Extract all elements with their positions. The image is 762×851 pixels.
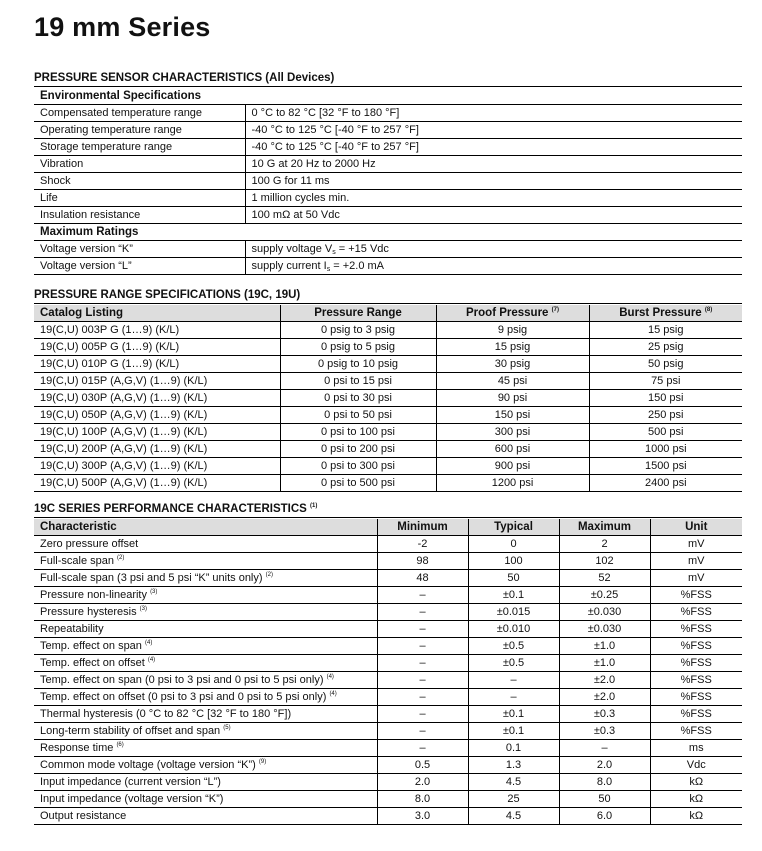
table-row xyxy=(34,689,742,706)
table-cell: 19(C,U) 100P (A,G,V) (1…9) (K/L) xyxy=(34,424,280,441)
footnote-ref: (4) xyxy=(329,691,337,697)
table-row xyxy=(34,424,742,441)
performance-heading xyxy=(34,503,317,515)
column-header: Unit xyxy=(650,519,742,536)
table-cell: 15 psig xyxy=(436,339,589,356)
footnote-ref: (6) xyxy=(116,742,124,748)
table-cell: 25 xyxy=(468,791,559,808)
table-cell: ±1.0 xyxy=(559,655,650,672)
table-cell: 900 psi xyxy=(436,458,589,475)
page-title: 19 mm Series xyxy=(34,12,211,42)
column-header: Minimum xyxy=(377,519,468,536)
environmental-specs-table xyxy=(34,88,742,275)
table-cell: 0.1 xyxy=(468,740,559,757)
table-cell: 90 psi xyxy=(436,390,589,407)
characteristic-cell xyxy=(34,587,377,604)
table-row xyxy=(34,740,742,757)
table-cell: kΩ xyxy=(689,810,704,822)
table-cell: 48 xyxy=(377,570,468,587)
table-cell: 50 xyxy=(559,791,650,808)
table-row xyxy=(34,587,742,604)
value-text: = +2.0 mA xyxy=(330,260,385,272)
group-header-row xyxy=(34,88,742,105)
table-cell: ±0.015 xyxy=(468,604,559,621)
characteristic-cell xyxy=(34,791,377,808)
characteristic-name: Input impedance (voltage version “K”) xyxy=(40,793,224,805)
table-cell: 0 psig to 3 psig xyxy=(280,322,436,339)
table-cell: 100 xyxy=(468,553,559,570)
table-cell: 0 psi to 500 psi xyxy=(280,475,436,492)
table-cell: 19(C,U) 030P (A,G,V) (1…9) (K/L) xyxy=(34,390,280,407)
table-cell: 15 psig xyxy=(648,324,684,336)
table-row xyxy=(34,706,742,723)
footnote-ref: (4) xyxy=(326,674,334,680)
footnote-ref: (5) xyxy=(223,725,231,731)
table-row xyxy=(34,122,742,139)
column-header-label: Pressure Range xyxy=(314,307,402,319)
spec-value: 100 G for 11 ms xyxy=(251,175,330,187)
table-cell: – xyxy=(377,604,468,621)
table-cell: ±0.1 xyxy=(468,706,559,723)
spec-value: 10 G at 20 Hz to 2000 Hz xyxy=(251,158,376,170)
spec-label: Storage temperature range xyxy=(34,139,245,156)
subscript: s xyxy=(326,266,331,273)
table-cell: ±0.1 xyxy=(468,723,559,740)
table-cell: 4.5 xyxy=(468,808,559,825)
characteristic-cell xyxy=(34,689,377,706)
table-cell: %FSS xyxy=(680,589,712,601)
table-cell: – xyxy=(377,740,468,757)
table-cell: 0 psi to 200 psi xyxy=(280,441,436,458)
table-header-row xyxy=(34,519,742,536)
spec-label: Voltage version “K” xyxy=(34,241,245,258)
table-cell: 25 psig xyxy=(648,341,684,353)
table-cell: 45 psi xyxy=(436,373,589,390)
spec-label: Life xyxy=(34,190,245,207)
footnote-ref: (3) xyxy=(139,606,147,612)
column-header-label: Burst Pressure xyxy=(619,307,702,319)
table-cell: -2 xyxy=(377,536,468,553)
characteristic-cell xyxy=(34,536,377,553)
table-cell: – xyxy=(377,723,468,740)
column-header xyxy=(589,305,742,322)
column-header xyxy=(280,305,436,322)
table-cell: ±0.030 xyxy=(559,621,650,638)
table-cell: ±0.030 xyxy=(559,604,650,621)
table-row xyxy=(34,173,742,190)
table-cell: 1500 psi xyxy=(644,460,687,472)
value-text: supply voltage V xyxy=(251,243,333,255)
footnote-ref: (4) xyxy=(147,657,156,663)
env-group-label: Environmental Specifications xyxy=(34,88,742,105)
characteristic-name: Zero pressure offset xyxy=(40,538,139,550)
table-cell: %FSS xyxy=(680,725,712,737)
section-divider xyxy=(34,517,742,518)
table-cell: 1200 psi xyxy=(436,475,589,492)
table-row xyxy=(34,604,742,621)
table-cell: kΩ xyxy=(689,776,704,788)
table-cell: 0 psig to 10 psig xyxy=(280,356,436,373)
table-cell: – xyxy=(377,655,468,672)
characteristic-cell xyxy=(34,570,377,587)
table-row xyxy=(34,441,742,458)
table-row xyxy=(34,621,742,638)
column-header: Maximum xyxy=(559,519,650,536)
table-row xyxy=(34,791,742,808)
characteristic-name: Pressure non-linearity xyxy=(40,589,147,601)
table-row xyxy=(34,570,742,587)
characteristic-cell xyxy=(34,638,377,655)
table-row xyxy=(34,808,742,825)
characteristic-cell xyxy=(34,672,377,689)
table-cell: ±1.0 xyxy=(559,638,650,655)
table-cell: 75 psi xyxy=(651,375,681,387)
table-cell: 500 psi xyxy=(648,426,684,438)
table-cell: 150 psi xyxy=(436,407,589,424)
table-row xyxy=(34,322,742,339)
section-divider xyxy=(34,303,742,304)
section-divider xyxy=(34,86,742,87)
characteristic-cell xyxy=(34,655,377,672)
table-cell: ±2.0 xyxy=(559,672,650,689)
table-cell: ±0.3 xyxy=(559,723,650,740)
table-cell: 30 psig xyxy=(436,356,589,373)
spec-value: -40 °C to 125 °C [-40 °F to 257 °F] xyxy=(251,124,419,136)
table-cell: 0 psi to 300 psi xyxy=(280,458,436,475)
table-cell: mV xyxy=(688,538,705,550)
characteristic-name: Full-scale span (3 psi and 5 psi “K” units only) xyxy=(40,572,263,584)
characteristic-name: Thermal hysteresis (0 °C to 82 °C [32 °F to 180 °F]) xyxy=(40,708,292,720)
characteristic-name: Temp. effect on span (0 psi to 3 psi and 0 psi to 5 psi only) xyxy=(40,674,324,686)
table-row xyxy=(34,356,742,373)
table-cell: 0 psi to 30 psi xyxy=(280,390,436,407)
characteristic-name: Common mode voltage (voltage version “K”) xyxy=(40,759,256,771)
table-row xyxy=(34,339,742,356)
table-cell: – xyxy=(468,672,559,689)
characteristic-name: Temp. effect on offset (0 psi to 3 psi and 0 psi to 5 psi only) xyxy=(40,691,327,703)
table-cell: ±0.3 xyxy=(559,706,650,723)
table-cell: 52 xyxy=(559,570,650,587)
footnote-ref: (4) xyxy=(144,640,153,646)
table-cell: 1000 psi xyxy=(644,443,687,455)
table-cell: %FSS xyxy=(680,708,712,720)
table-cell: 150 psi xyxy=(648,392,684,404)
table-cell: 0 psi to 100 psi xyxy=(280,424,436,441)
characteristic-cell xyxy=(34,740,377,757)
table-cell: mV xyxy=(688,555,705,567)
table-row xyxy=(34,190,742,207)
table-cell: ±0.5 xyxy=(468,638,559,655)
characteristic-cell xyxy=(34,604,377,621)
table-cell: 98 xyxy=(377,553,468,570)
characteristic-cell xyxy=(34,774,377,791)
spec-value xyxy=(245,258,742,275)
table-cell: %FSS xyxy=(680,606,712,618)
table-cell: 6.0 xyxy=(559,808,650,825)
spec-value: -40 °C to 125 °C [-40 °F to 257 °F] xyxy=(251,141,419,153)
pressure-range-heading: PRESSURE RANGE SPECIFICATIONS (19C, 19U) xyxy=(34,289,301,301)
table-row xyxy=(34,723,742,740)
spec-label: Compensated temperature range xyxy=(34,105,245,122)
table-row xyxy=(34,458,742,475)
spec-value: 0 °C to 82 °C [32 °F to 180 °F] xyxy=(251,107,400,119)
table-cell: – xyxy=(377,706,468,723)
characteristic-cell xyxy=(34,706,377,723)
table-cell: – xyxy=(377,638,468,655)
table-cell: ms xyxy=(688,742,704,754)
characteristic-cell xyxy=(34,757,377,774)
table-cell: ±2.0 xyxy=(559,689,650,706)
performance-heading-text: 19C SERIES PERFORMANCE CHARACTERISTICS xyxy=(34,503,307,515)
characteristic-cell xyxy=(34,723,377,740)
footnote-ref: (2) xyxy=(117,555,125,561)
table-cell: 19(C,U) 010P G (1…9) (K/L) xyxy=(34,356,280,373)
table-cell: 102 xyxy=(559,553,650,570)
table-cell: %FSS xyxy=(680,674,712,686)
table-cell: 19(C,U) 005P G (1…9) (K/L) xyxy=(34,339,280,356)
table-cell: 2 xyxy=(559,536,650,553)
spec-value xyxy=(245,241,742,258)
table-cell: 19(C,U) 015P (A,G,V) (1…9) (K/L) xyxy=(34,373,280,390)
characteristic-name: Input impedance (current version “L”) xyxy=(40,776,221,788)
table-row xyxy=(34,207,742,224)
table-cell: 50 psig xyxy=(648,358,684,370)
characteristic-cell xyxy=(34,808,377,825)
table-row xyxy=(34,258,742,275)
table-cell: ±0.5 xyxy=(468,655,559,672)
column-header xyxy=(34,305,280,322)
table-row xyxy=(34,156,742,173)
characteristic-name: Temp. effect on span xyxy=(40,640,142,652)
table-row xyxy=(34,672,742,689)
characteristic-name: Full-scale span xyxy=(40,555,114,567)
characteristic-cell xyxy=(34,621,377,638)
table-cell: ±0.010 xyxy=(468,621,559,638)
footnote-ref: (1) xyxy=(310,503,318,509)
table-cell: 1.3 xyxy=(468,757,559,774)
table-cell: 8.0 xyxy=(377,791,468,808)
table-row xyxy=(34,774,742,791)
table-row xyxy=(34,475,742,492)
table-row xyxy=(34,390,742,407)
max-group-label: Maximum Ratings xyxy=(34,224,742,241)
table-cell: %FSS xyxy=(680,657,712,669)
table-cell: – xyxy=(468,689,559,706)
characteristic-name: Response time xyxy=(40,742,114,754)
table-cell: 0 psig to 5 psig xyxy=(280,339,436,356)
characteristic-name: Output resistance xyxy=(40,810,127,822)
table-header-row xyxy=(34,305,742,322)
spec-label: Voltage version “L” xyxy=(34,258,245,275)
column-header: Characteristic xyxy=(34,519,377,536)
table-row xyxy=(34,553,742,570)
spec-value: 1 million cycles min. xyxy=(251,192,350,204)
characteristic-cell xyxy=(34,553,377,570)
column-header-label: Proof Pressure xyxy=(466,307,549,319)
footnote-ref: (2) xyxy=(265,572,273,578)
table-row xyxy=(34,139,742,156)
subscript: s xyxy=(332,249,336,256)
table-cell: 19(C,U) 050P (A,G,V) (1…9) (K/L) xyxy=(34,407,280,424)
table-row xyxy=(34,407,742,424)
table-cell: mV xyxy=(688,572,705,584)
table-row xyxy=(34,757,742,774)
footnote-ref: (3) xyxy=(150,589,158,595)
column-header: Typical xyxy=(468,519,559,536)
table-cell: – xyxy=(377,672,468,689)
table-cell: 19(C,U) 200P (A,G,V) (1…9) (K/L) xyxy=(34,441,280,458)
table-cell: 8.0 xyxy=(559,774,650,791)
table-cell: 3.0 xyxy=(377,808,468,825)
table-cell: 4.5 xyxy=(468,774,559,791)
value-text: = +15 Vdc xyxy=(335,243,389,255)
table-cell: Vdc xyxy=(686,759,706,771)
characteristic-name: Repeatability xyxy=(40,623,104,635)
spec-label: Operating temperature range xyxy=(34,122,245,139)
column-header-label: Catalog Listing xyxy=(40,307,124,319)
table-cell: – xyxy=(559,740,650,757)
table-row xyxy=(34,373,742,390)
table-row xyxy=(34,105,742,122)
table-cell: ±0.1 xyxy=(468,587,559,604)
table-cell: ±0.25 xyxy=(559,587,650,604)
table-cell: – xyxy=(377,621,468,638)
table-cell: 250 psi xyxy=(648,409,684,421)
table-cell: 2400 psi xyxy=(644,477,687,489)
table-cell: 19(C,U) 003P G (1…9) (K/L) xyxy=(34,322,280,339)
table-row xyxy=(34,536,742,553)
table-cell: 0 psi to 50 psi xyxy=(280,407,436,424)
characteristic-name: Pressure hysteresis xyxy=(40,606,137,618)
footnote-ref: (9) xyxy=(258,759,267,765)
column-header xyxy=(436,305,589,322)
table-cell: kΩ xyxy=(689,793,704,805)
table-cell: 0.5 xyxy=(377,757,468,774)
group-header-row xyxy=(34,224,742,241)
table-cell: 600 psi xyxy=(436,441,589,458)
table-cell: 50 xyxy=(468,570,559,587)
table-cell: %FSS xyxy=(680,640,712,652)
characteristic-name: Temp. effect on offset xyxy=(40,657,145,669)
spec-value: 100 mΩ at 50 Vdc xyxy=(251,209,340,221)
table-cell: – xyxy=(377,587,468,604)
table-row xyxy=(34,241,742,258)
characteristic-name: Long-term stability of offset and span xyxy=(40,725,221,737)
table-cell: 2.0 xyxy=(377,774,468,791)
table-cell: %FSS xyxy=(680,623,712,635)
table-cell: 2.0 xyxy=(559,757,650,774)
table-cell: 19(C,U) 300P (A,G,V) (1…9) (K/L) xyxy=(34,458,280,475)
table-cell: 300 psi xyxy=(436,424,589,441)
sensor-characteristics-heading: PRESSURE SENSOR CHARACTERISTICS (All Devices) xyxy=(34,72,335,84)
table-cell: 19(C,U) 500P (A,G,V) (1…9) (K/L) xyxy=(34,475,280,492)
value-text: supply current I xyxy=(251,260,327,272)
spec-label: Vibration xyxy=(34,156,245,173)
footnote-ref: (7) xyxy=(551,307,559,313)
table-row xyxy=(34,638,742,655)
table-cell: 0 psi to 15 psi xyxy=(280,373,436,390)
table-cell: – xyxy=(377,689,468,706)
table-cell: 9 psig xyxy=(436,322,589,339)
table-cell: 0 xyxy=(468,536,559,553)
pressure-range-table xyxy=(34,305,742,492)
table-row xyxy=(34,655,742,672)
spec-label: Insulation resistance xyxy=(34,207,245,224)
spec-label: Shock xyxy=(34,173,245,190)
footnote-ref: (8) xyxy=(704,307,713,313)
table-cell: %FSS xyxy=(680,691,712,703)
performance-table xyxy=(34,519,742,825)
